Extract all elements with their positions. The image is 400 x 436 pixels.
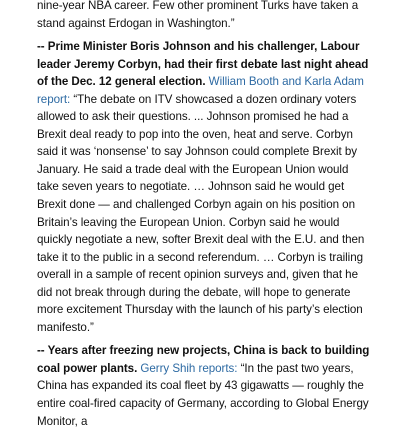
china-coal-byline-link[interactable]: Gerry Shih reports: — [140, 361, 238, 375]
china-coal-headline: -- Years after freezing new projects, China is back to building coal power plants. — [37, 344, 370, 375]
news-item-debate — [37, 38, 371, 336]
debate-byline-link[interactable]: William Booth and Karla Adam report: — [37, 75, 364, 106]
news-item-china-coal — [37, 342, 371, 430]
debate-quote: “The debate on ITV showcased a dozen ordinary voters allowed to ask their questions. ... Johnson promised he had a Brexit deal ready to pop into the oven, heat and serve. Corbyn said it was ‘nonsense’ to say Johnson could complete Brexit by January. He said a trade deal with the European Union would take seven years to negotiate. … Johnson said he would get Brexit done — and challenged Corbyn again on his position on Britain’s leaving the European Union. Corbyn said he would quickly negotiate a new, softer Brexit deal with the E.U. and then take it to the public in a second referendum. … Corbyn is trailing overall in a sample of recent opinion surveys and, given that he did not break through during the debate, will hope to generate more excitement Thursday with the launch of his party’s election manifesto.” — [37, 92, 365, 334]
intro-paragraph — [37, 0, 371, 32]
article-body — [37, 0, 371, 436]
debate-headline: -- Prime Minister Boris Johnson and his challenger, Labour leader Jeremy Corbyn, had their first debate last night ahead of the Dec. 12 general election. — [37, 40, 369, 89]
china-coal-quote: “In the past two years, China has expanded its coal fleet by 43 gigawatts — roughly the entire coal-fired capacity of Germany, according to Global Energy Monitor, a — [37, 361, 369, 428]
intro-text: nine-year NBA career. Few other prominent Turks have taken a stand against Erdogan in Washington.” — [37, 0, 359, 30]
